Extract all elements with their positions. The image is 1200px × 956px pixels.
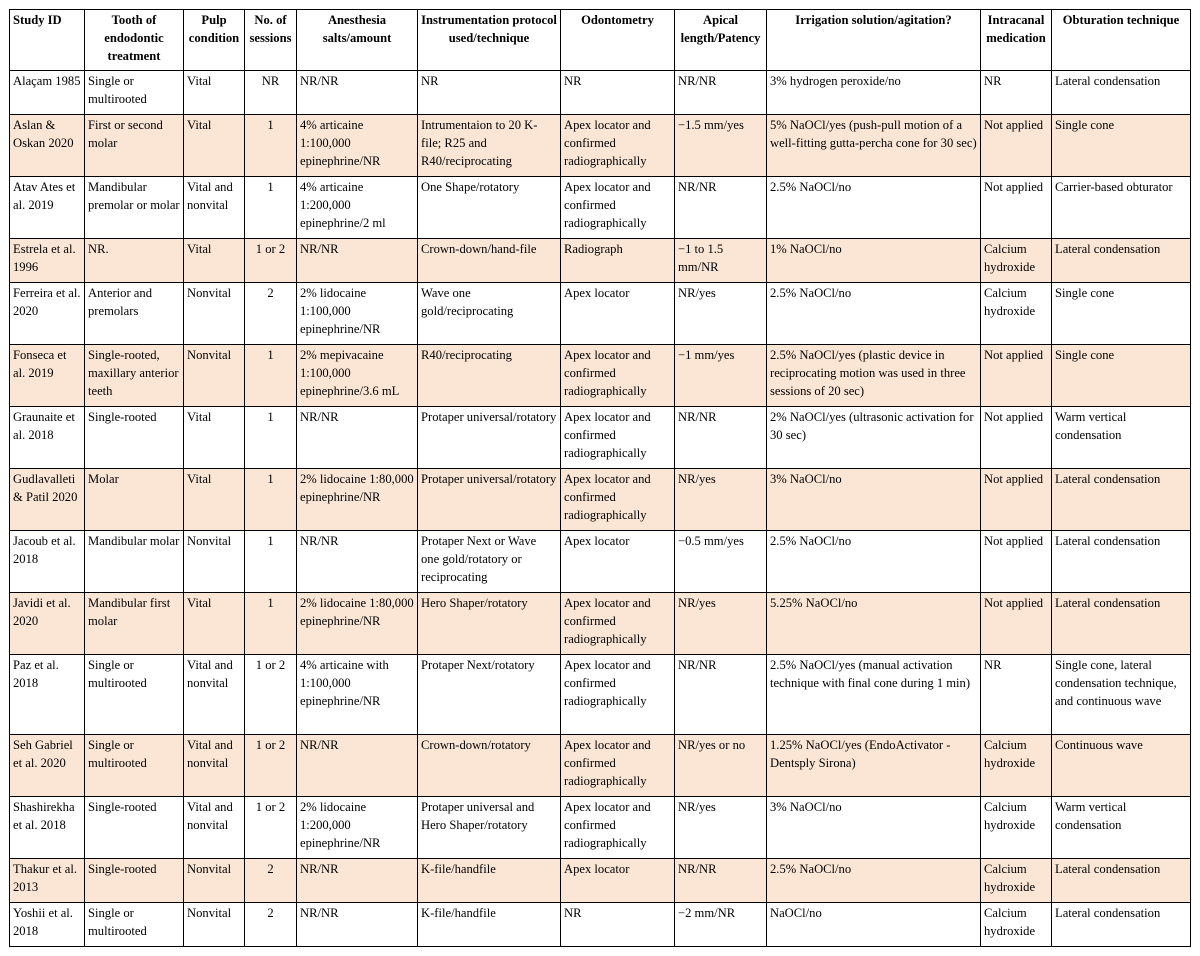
cell-instrumentation: Protaper universal/rotatory bbox=[418, 407, 561, 469]
column-header-apical-length: Apical length/Patency bbox=[675, 10, 767, 71]
cell-obturation: Lateral condensation bbox=[1052, 593, 1191, 655]
cell-tooth: Single-rooted bbox=[85, 859, 184, 903]
cell-anesthesia: 4% articaine 1:100,000 epinephrine/NR bbox=[297, 115, 418, 177]
cell-tooth: Anterior and premolars bbox=[85, 283, 184, 345]
cell-pulp-condition: Vital and nonvital bbox=[184, 797, 245, 859]
cell-obturation: Lateral condensation bbox=[1052, 531, 1191, 593]
cell-instrumentation: One Shape/rotatory bbox=[418, 177, 561, 239]
cell-sessions: 1 bbox=[245, 115, 297, 177]
cell-obturation: Warm vertical condensation bbox=[1052, 797, 1191, 859]
cell-obturation: Lateral condensation bbox=[1052, 859, 1191, 903]
column-header-obturation: Obturation technique bbox=[1052, 10, 1191, 71]
cell-obturation: Lateral condensation bbox=[1052, 903, 1191, 947]
cell-irrigation: 3% hydrogen peroxide/no bbox=[767, 71, 981, 115]
table-row bbox=[10, 735, 1191, 797]
cell-obturation: Continuous wave bbox=[1052, 735, 1191, 797]
cell-instrumentation: Protaper universal and Hero Shaper/rotatory bbox=[418, 797, 561, 859]
cell-obturation: Warm vertical condensation bbox=[1052, 407, 1191, 469]
cell-anesthesia: NR/NR bbox=[297, 531, 418, 593]
cell-anesthesia: 4% articaine with 1:100,000 epinephrine/NR bbox=[297, 655, 418, 735]
cell-obturation: Single cone bbox=[1052, 345, 1191, 407]
cell-intracanal-medication: Calcium hydroxide bbox=[981, 797, 1052, 859]
cell-pulp-condition: Vital bbox=[184, 115, 245, 177]
cell-pulp-condition: Vital bbox=[184, 407, 245, 469]
cell-sessions: 1 or 2 bbox=[245, 239, 297, 283]
cell-pulp-condition: Vital and nonvital bbox=[184, 655, 245, 735]
cell-study-id: Graunaite et al. 2018 bbox=[10, 407, 85, 469]
cell-instrumentation: R40/reciprocating bbox=[418, 345, 561, 407]
cell-odontometry: Apex locator and confirmed radiographically bbox=[561, 593, 675, 655]
cell-odontometry: Apex locator and confirmed radiographically bbox=[561, 797, 675, 859]
cell-anesthesia: 2% lidocaine 1:80,000 epinephrine/NR bbox=[297, 593, 418, 655]
cell-instrumentation: K-file/handfile bbox=[418, 859, 561, 903]
cell-sessions: 1 or 2 bbox=[245, 797, 297, 859]
table-header bbox=[10, 10, 1191, 71]
column-header-instrumentation: Instrumentation protocol used/technique bbox=[418, 10, 561, 71]
cell-odontometry: NR bbox=[561, 903, 675, 947]
cell-instrumentation: Crown-down/hand-file bbox=[418, 239, 561, 283]
cell-apical-length: NR/yes or no bbox=[675, 735, 767, 797]
table-row bbox=[10, 469, 1191, 531]
studies-table bbox=[9, 9, 1191, 947]
cell-instrumentation: K-file/handfile bbox=[418, 903, 561, 947]
cell-intracanal-medication: Calcium hydroxide bbox=[981, 283, 1052, 345]
header-row bbox=[10, 10, 1191, 71]
cell-anesthesia: 2% lidocaine 1:200,000 epinephrine/NR bbox=[297, 797, 418, 859]
cell-odontometry: Apex locator and confirmed radiographically bbox=[561, 469, 675, 531]
cell-tooth: Mandibular premolar or molar bbox=[85, 177, 184, 239]
cell-pulp-condition: Vital bbox=[184, 239, 245, 283]
table-row bbox=[10, 283, 1191, 345]
cell-apical-length: −1 mm/yes bbox=[675, 345, 767, 407]
cell-intracanal-medication: Not applied bbox=[981, 115, 1052, 177]
cell-instrumentation: Protaper Next/rotatory bbox=[418, 655, 561, 735]
cell-study-id: Ferreira et al. 2020 bbox=[10, 283, 85, 345]
cell-instrumentation: Intrumentaion to 20 K-file; R25 and R40/reciprocating bbox=[418, 115, 561, 177]
cell-intracanal-medication: Not applied bbox=[981, 593, 1052, 655]
cell-intracanal-medication: Not applied bbox=[981, 177, 1052, 239]
table-row bbox=[10, 177, 1191, 239]
cell-pulp-condition: Nonvital bbox=[184, 859, 245, 903]
cell-obturation: Single cone bbox=[1052, 283, 1191, 345]
cell-tooth: NR. bbox=[85, 239, 184, 283]
cell-apical-length: NR/NR bbox=[675, 71, 767, 115]
cell-pulp-condition: Nonvital bbox=[184, 345, 245, 407]
cell-pulp-condition: Nonvital bbox=[184, 283, 245, 345]
table-row bbox=[10, 407, 1191, 469]
cell-irrigation: 5% NaOCl/yes (push-pull motion of a well-fitting gutta-percha cone for 30 sec) bbox=[767, 115, 981, 177]
cell-odontometry: Apex locator and confirmed radiographically bbox=[561, 115, 675, 177]
cell-odontometry: Apex locator bbox=[561, 283, 675, 345]
cell-obturation: Lateral condensation bbox=[1052, 239, 1191, 283]
cell-intracanal-medication: Calcium hydroxide bbox=[981, 735, 1052, 797]
table-row bbox=[10, 239, 1191, 283]
cell-sessions: 2 bbox=[245, 283, 297, 345]
cell-pulp-condition: Vital and nonvital bbox=[184, 735, 245, 797]
cell-sessions: 2 bbox=[245, 859, 297, 903]
cell-apical-length: NR/yes bbox=[675, 283, 767, 345]
cell-odontometry: Radiograph bbox=[561, 239, 675, 283]
cell-intracanal-medication: Calcium hydroxide bbox=[981, 239, 1052, 283]
cell-irrigation: 2.5% NaOCl/no bbox=[767, 177, 981, 239]
cell-irrigation: 2.5% NaOCl/no bbox=[767, 283, 981, 345]
cell-sessions: 1 bbox=[245, 177, 297, 239]
cell-odontometry: Apex locator and confirmed radiographically bbox=[561, 735, 675, 797]
cell-study-id: Estrela et al. 1996 bbox=[10, 239, 85, 283]
cell-study-id: Paz et al. 2018 bbox=[10, 655, 85, 735]
table-row bbox=[10, 345, 1191, 407]
table-row bbox=[10, 859, 1191, 903]
cell-odontometry: Apex locator bbox=[561, 531, 675, 593]
cell-sessions: 1 or 2 bbox=[245, 735, 297, 797]
table-row bbox=[10, 797, 1191, 859]
table-row bbox=[10, 115, 1191, 177]
cell-irrigation: NaOCl/no bbox=[767, 903, 981, 947]
cell-irrigation: 2.5% NaOCl/yes (manual activation technique with final cone during 1 min) bbox=[767, 655, 981, 735]
cell-instrumentation: Crown-down/rotatory bbox=[418, 735, 561, 797]
cell-tooth: Single-rooted bbox=[85, 407, 184, 469]
cell-odontometry: Apex locator and confirmed radiographically bbox=[561, 407, 675, 469]
cell-intracanal-medication: NR bbox=[981, 655, 1052, 735]
cell-intracanal-medication: Not applied bbox=[981, 469, 1052, 531]
cell-intracanal-medication: Calcium hydroxide bbox=[981, 859, 1052, 903]
cell-study-id: Atav Ates et al. 2019 bbox=[10, 177, 85, 239]
cell-instrumentation: Protaper universal/rotatory bbox=[418, 469, 561, 531]
cell-obturation: Lateral condensation bbox=[1052, 469, 1191, 531]
cell-apical-length: NR/yes bbox=[675, 469, 767, 531]
column-header-pulp-condition: Pulp condition bbox=[184, 10, 245, 71]
cell-obturation: Carrier-based obturator bbox=[1052, 177, 1191, 239]
cell-irrigation: 5.25% NaOCl/no bbox=[767, 593, 981, 655]
cell-obturation: Lateral condensation bbox=[1052, 71, 1191, 115]
cell-tooth: Single-rooted, maxillary anterior teeth bbox=[85, 345, 184, 407]
cell-anesthesia: 2% lidocaine 1:100,000 epinephrine/NR bbox=[297, 283, 418, 345]
studies-table-container bbox=[9, 9, 1190, 947]
cell-study-id: Javidi et al. 2020 bbox=[10, 593, 85, 655]
column-header-study-id: Study ID bbox=[10, 10, 85, 71]
cell-sessions: 1 bbox=[245, 531, 297, 593]
cell-sessions: NR bbox=[245, 71, 297, 115]
cell-apical-length: NR/NR bbox=[675, 177, 767, 239]
cell-irrigation: 1.25% NaOCl/yes (EndoActivator - Dentsply Sirona) bbox=[767, 735, 981, 797]
cell-irrigation: 3% NaOCl/no bbox=[767, 469, 981, 531]
cell-instrumentation: Hero Shaper/rotatory bbox=[418, 593, 561, 655]
cell-tooth: Single-rooted bbox=[85, 797, 184, 859]
cell-intracanal-medication: Not applied bbox=[981, 407, 1052, 469]
column-header-irrigation: Irrigation solution/agitation? bbox=[767, 10, 981, 71]
cell-sessions: 1 bbox=[245, 593, 297, 655]
table-row bbox=[10, 531, 1191, 593]
cell-sessions: 1 or 2 bbox=[245, 655, 297, 735]
cell-pulp-condition: Nonvital bbox=[184, 531, 245, 593]
cell-obturation: Single cone, lateral condensation technique, and continuous wave bbox=[1052, 655, 1191, 735]
cell-pulp-condition: Vital bbox=[184, 593, 245, 655]
cell-irrigation: 2.5% NaOCl/yes (plastic device in reciprocating motion was used in three sessions of 20 sec) bbox=[767, 345, 981, 407]
column-header-tooth: Tooth of endodontic treatment bbox=[85, 10, 184, 71]
cell-study-id: Shashirekha et al. 2018 bbox=[10, 797, 85, 859]
table-row bbox=[10, 71, 1191, 115]
cell-tooth: First or second molar bbox=[85, 115, 184, 177]
cell-apical-length: NR/yes bbox=[675, 797, 767, 859]
cell-instrumentation: NR bbox=[418, 71, 561, 115]
cell-apical-length: −0.5 mm/yes bbox=[675, 531, 767, 593]
cell-anesthesia: NR/NR bbox=[297, 407, 418, 469]
cell-intracanal-medication: NR bbox=[981, 71, 1052, 115]
cell-study-id: Aslan & Oskan 2020 bbox=[10, 115, 85, 177]
cell-apical-length: −1.5 mm/yes bbox=[675, 115, 767, 177]
cell-tooth: Molar bbox=[85, 469, 184, 531]
cell-anesthesia: NR/NR bbox=[297, 859, 418, 903]
table-body bbox=[10, 71, 1191, 947]
cell-anesthesia: 2% mepivacaine 1:100,000 epinephrine/3.6 mL bbox=[297, 345, 418, 407]
cell-sessions: 1 bbox=[245, 345, 297, 407]
cell-apical-length: NR/NR bbox=[675, 859, 767, 903]
cell-instrumentation: Wave one gold/reciprocating bbox=[418, 283, 561, 345]
cell-tooth: Single or multirooted bbox=[85, 71, 184, 115]
cell-study-id: Seh Gabriel et al. 2020 bbox=[10, 735, 85, 797]
cell-tooth: Mandibular molar bbox=[85, 531, 184, 593]
cell-intracanal-medication: Not applied bbox=[981, 531, 1052, 593]
cell-apical-length: NR/NR bbox=[675, 655, 767, 735]
cell-tooth: Single or multirooted bbox=[85, 735, 184, 797]
cell-irrigation: 2% NaOCl/yes (ultrasonic activation for 30 sec) bbox=[767, 407, 981, 469]
cell-pulp-condition: Vital bbox=[184, 469, 245, 531]
cell-pulp-condition: Vital and nonvital bbox=[184, 177, 245, 239]
cell-pulp-condition: Vital bbox=[184, 71, 245, 115]
cell-sessions: 1 bbox=[245, 407, 297, 469]
cell-pulp-condition: Nonvital bbox=[184, 903, 245, 947]
cell-study-id: Gudlavalleti & Patil 2020 bbox=[10, 469, 85, 531]
cell-study-id: Yoshii et al. 2018 bbox=[10, 903, 85, 947]
cell-tooth: Single or multirooted bbox=[85, 655, 184, 735]
cell-instrumentation: Protaper Next or Wave one gold/rotatory or reciprocating bbox=[418, 531, 561, 593]
cell-apical-length: NR/NR bbox=[675, 407, 767, 469]
column-header-anesthesia: Anesthesia salts/amount bbox=[297, 10, 418, 71]
table-row bbox=[10, 593, 1191, 655]
table-row bbox=[10, 655, 1191, 735]
cell-sessions: 1 bbox=[245, 469, 297, 531]
column-header-odontometry: Odontometry bbox=[561, 10, 675, 71]
cell-anesthesia: 4% articaine 1:200,000 epinephrine/2 ml bbox=[297, 177, 418, 239]
cell-anesthesia: NR/NR bbox=[297, 71, 418, 115]
cell-anesthesia: 2% lidocaine 1:80,000 epinephrine/NR bbox=[297, 469, 418, 531]
table-row bbox=[10, 903, 1191, 947]
cell-obturation: Single cone bbox=[1052, 115, 1191, 177]
cell-apical-length: NR/yes bbox=[675, 593, 767, 655]
cell-study-id: Fonseca et al. 2019 bbox=[10, 345, 85, 407]
cell-intracanal-medication: Not applied bbox=[981, 345, 1052, 407]
cell-anesthesia: NR/NR bbox=[297, 735, 418, 797]
cell-irrigation: 3% NaOCl/no bbox=[767, 797, 981, 859]
cell-sessions: 2 bbox=[245, 903, 297, 947]
cell-anesthesia: NR/NR bbox=[297, 903, 418, 947]
cell-odontometry: Apex locator and confirmed radiographically bbox=[561, 177, 675, 239]
cell-odontometry: Apex locator bbox=[561, 859, 675, 903]
cell-irrigation: 2.5% NaOCl/no bbox=[767, 531, 981, 593]
cell-apical-length: −1 to 1.5 mm/NR bbox=[675, 239, 767, 283]
cell-irrigation: 2.5% NaOCl/no bbox=[767, 859, 981, 903]
cell-odontometry: NR bbox=[561, 71, 675, 115]
cell-irrigation: 1% NaOCl/no bbox=[767, 239, 981, 283]
cell-study-id: Jacoub et al. 2018 bbox=[10, 531, 85, 593]
cell-study-id: Thakur et al. 2013 bbox=[10, 859, 85, 903]
cell-intracanal-medication: Calcium hydroxide bbox=[981, 903, 1052, 947]
cell-tooth: Mandibular first molar bbox=[85, 593, 184, 655]
column-header-intracanal-medication: Intracanal medication bbox=[981, 10, 1052, 71]
cell-anesthesia: NR/NR bbox=[297, 239, 418, 283]
column-header-sessions: No. of sessions bbox=[245, 10, 297, 71]
cell-tooth: Single or multirooted bbox=[85, 903, 184, 947]
cell-study-id: Alaçam 1985 bbox=[10, 71, 85, 115]
cell-apical-length: −2 mm/NR bbox=[675, 903, 767, 947]
cell-odontometry: Apex locator and confirmed radiographically bbox=[561, 655, 675, 735]
cell-odontometry: Apex locator and confirmed radiographically bbox=[561, 345, 675, 407]
